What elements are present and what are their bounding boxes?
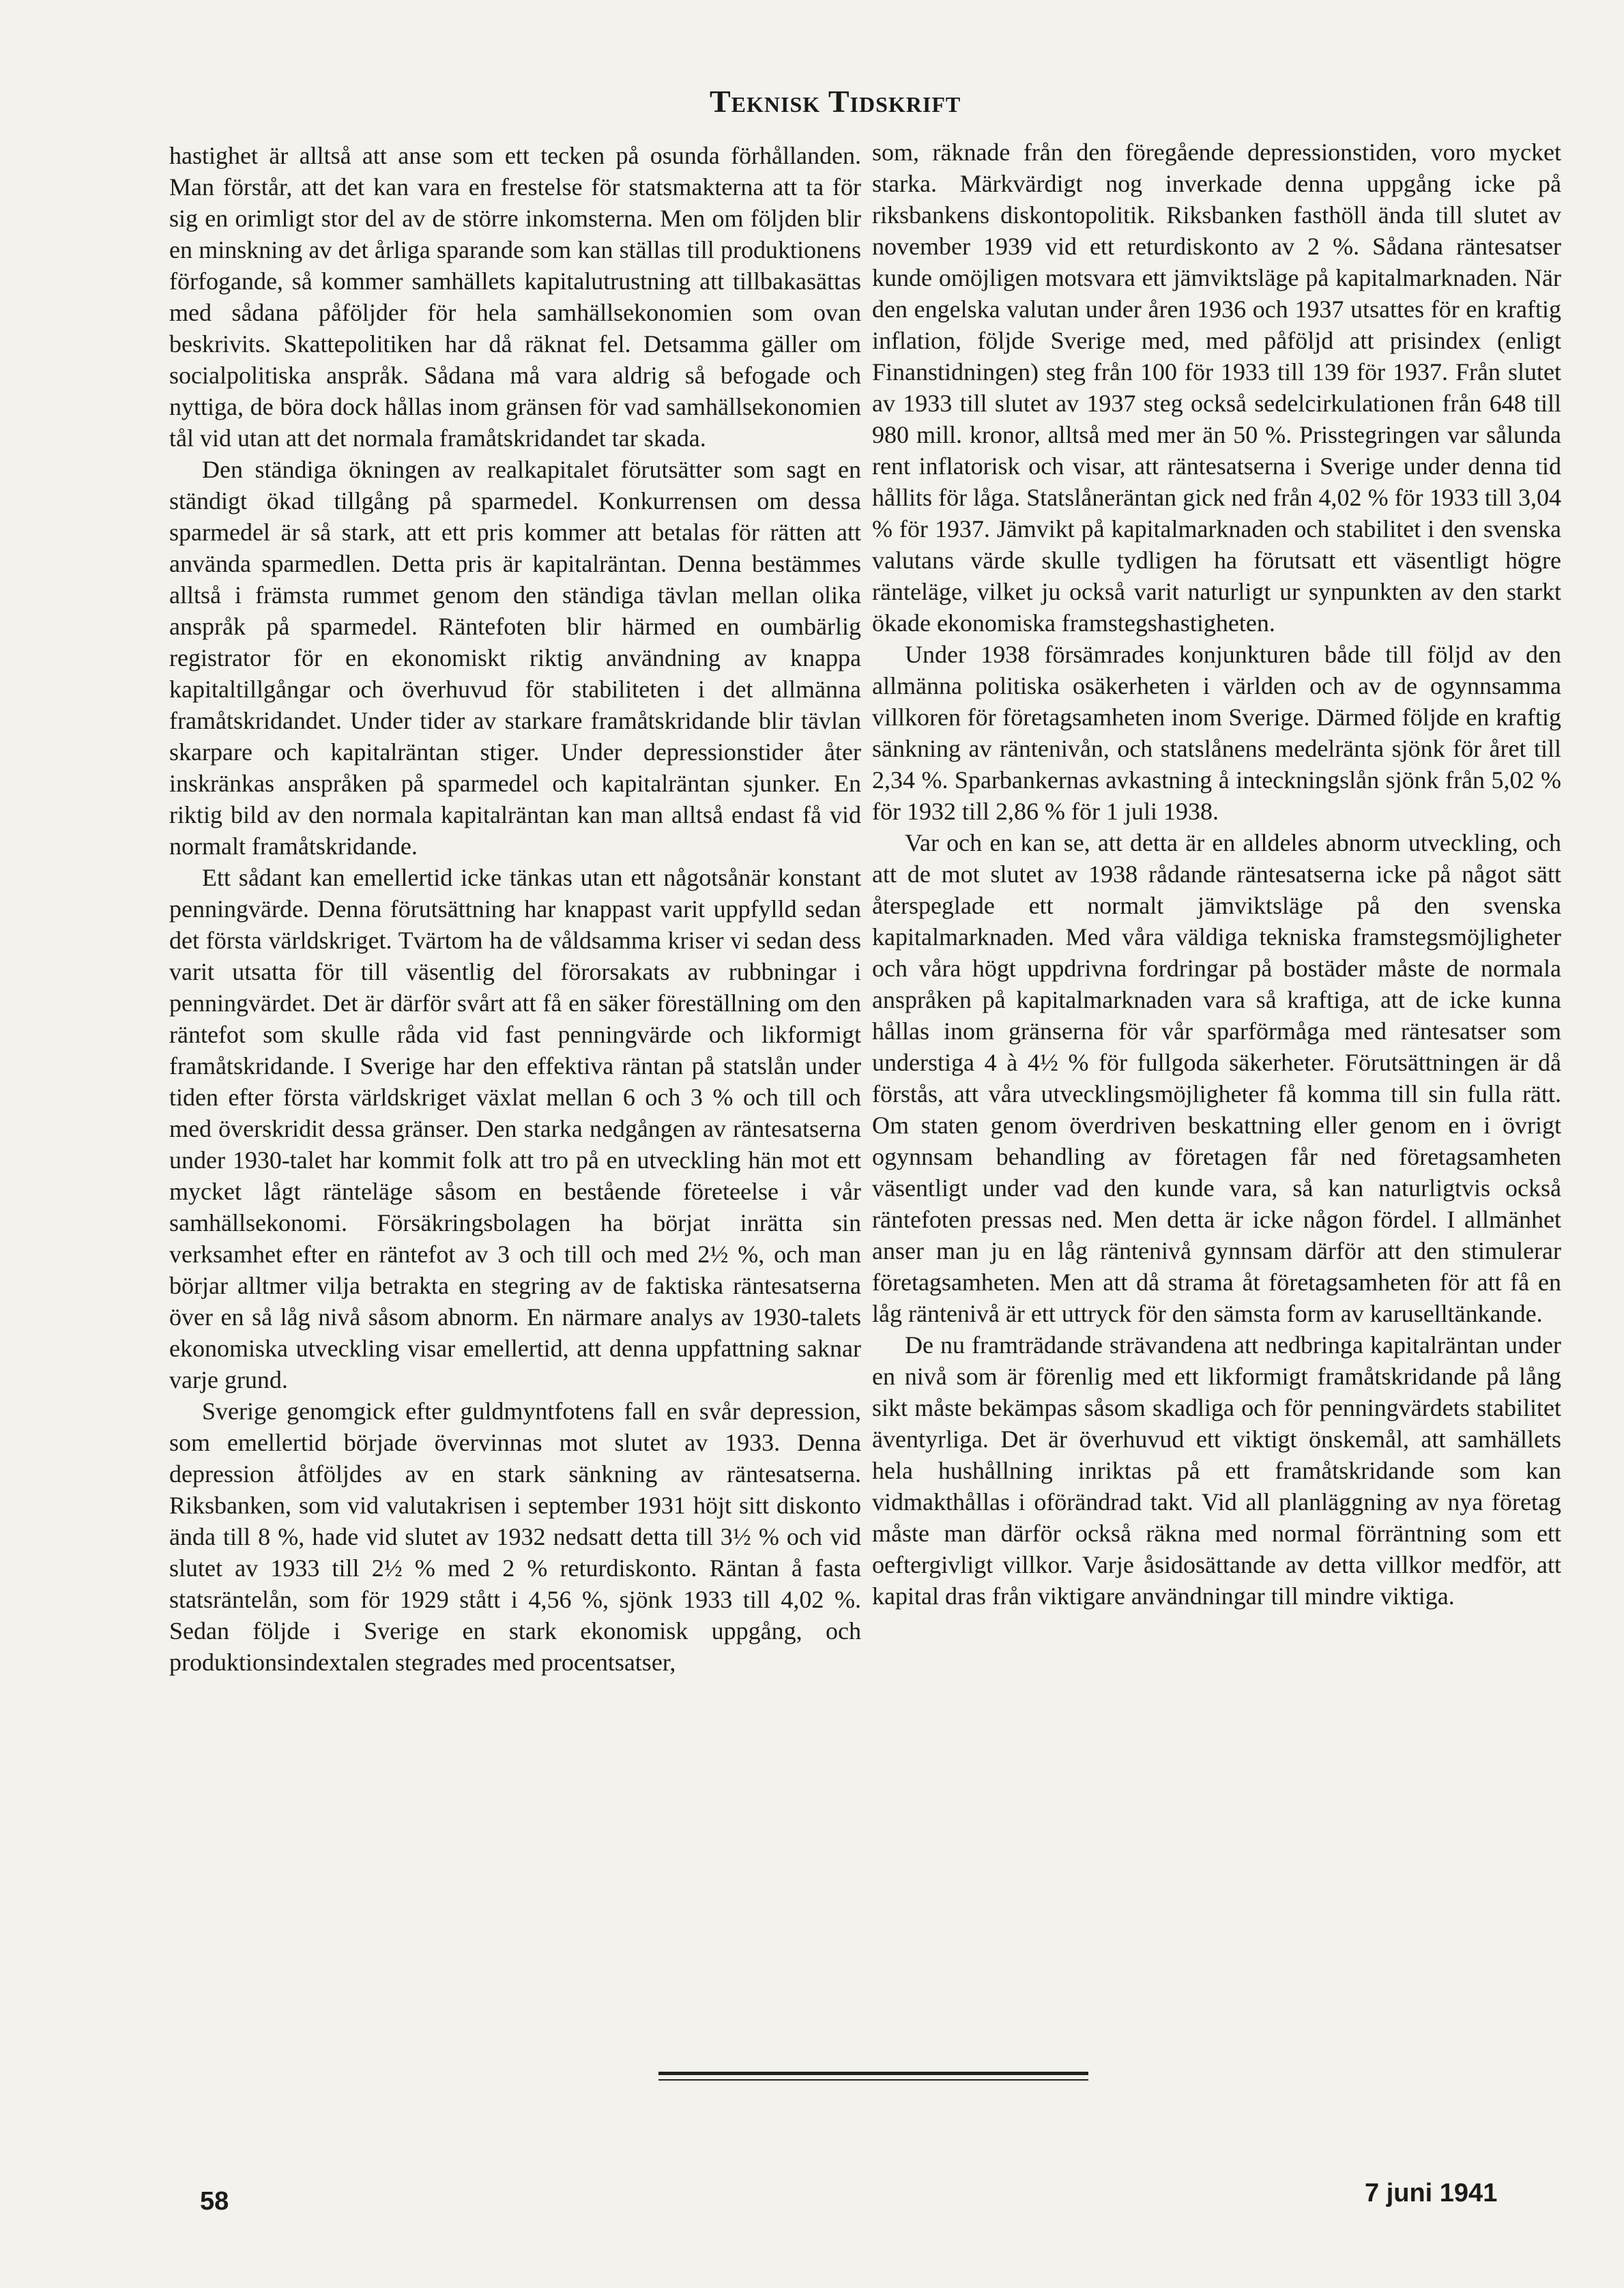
right-column [872,136,1561,1612]
paragraph: De nu framträdande strävandena att nedbringa kapitalräntan under en nivå som är förenlig med ett likformigt framåtskridande på lång sikt måste bekämpas såsom skadliga och för penningvärdets stabilitet äventyrliga. Det är överhuvud ett viktigt önskemål, att samhällets hela hushållning inriktas på ett framåtskridande som kan vidmakthållas i oförändrad takt. Vid all planläggning av nya företag måste man därför också räkna med normal förräntning som ett oeftergivligt villkor. Varje åsidosättande av detta villkor medför, att kapital dras från viktigare användningar till mindre viktiga. [872,1331,1561,1610]
masthead-title: Teknisk Tidskrift [710,84,961,119]
paragraph: Den ständiga ökningen av realkapitalet förutsätter som sagt en ständigt ökad tillgång på sparmedel. Konkurrensen om dessa sparmedel är så stark, att ett pris kommer att betalas för rätten att använda sparmedlen. Detta pris är kapitalräntan. Denna bestämmes alltså i främsta rummet genom den ständiga tävlan mellan olika anspråk på sparmedel. Räntefoten blir härmed en oumbärlig registrator för en ekonomiskt riktig användning av knappa kapitaltillgångar och överhuvud för stabiliteten i det allmänna framåtskridandet. Under tider av starkare framåtskridande blir tävlan skarpare och kapitalräntan stiger. Under depressionstider åter inskränkas anspråken på sparmedel och kapitalräntan sjunker. En riktig bild av den normala kapitalräntan kan man alltså endast få vid normalt framåtskridande. [169,456,861,860]
paragraph: som, räknade från den föregående depressionstiden, voro mycket starka. Märkvärdigt nog inverkade denna uppgång icke på riksbankens diskontopolitik. Riksbanken fasthöll ända till slutet av november 1939 vid ett returdiskonto av 2 %. Sådana räntesatser kunde omöjligen motsvara ett jämviktsläge på kapitalmarknaden. När den engelska valutan under åren 1936 och 1937 utsattes för en kraftig inflation, följde Sverige med, med påföljd att prisindex (enligt Finanstidningen) steg från 100 för 1933 till 139 för 1937. Från slutet av 1933 till slutet av 1937 steg också sedelcirkulationen från 648 till 980 mill. kronor, alltså med mer än 50 %. Prisstegringen var sålunda rent inflatorisk och visar, att räntesatserna i Sverige under denna tid hållits för låga. Statslåneräntan gick ned från 4,02 % för 1933 till 3,04 % för 1937. Jämvikt på kapitalmarknaden och stabilitet i den svenska valutans värde skulle tydligen ha förutsatt ett väsentligt högre ränteläge, vilket ju också varit naturligt ur synpunkten av den starkt ökade ekonomiska framstegshastigheten. [872,139,1561,637]
paragraph: Var och en kan se, att detta är en alldeles abnorm utveckling, och att de mot slutet av 1938 rådande räntesatserna icke på något sätt återspeglade ett normalt jämviktsläge på den svenska kapitalmarknaden. Med våra väldiga tekniska framstegsmöjligheter och våra högt uppdrivna fordringar på bostäder måste de normala anspråken på kapitalmarknaden vara så kraftiga, att de icke kunna hållas inom gränserna för vår sparförmåga med räntesatser som understiga 4 à 4½ % för fullgoda säkerheter. Förutsättningen är då förstås, att våra utvecklingsmöjligheter få komma till sin fulla rätt. Om staten genom överdriven beskattning eller genom en i övrigt ogynnsam behandling av företagen får ned företagsamheten väsentligt under vad den kunde vara, så kan naturligtvis också räntefoten pressas ned. Men detta är icke någon fördel. I allmänhet anser man ju en låg räntenivå gynnsam därför att den stimulerar företagsamheten. Men att då strama åt företagsamheten för att få en låg räntenivå är ett uttryck för den sämsta form av karuselltänkande. [872,829,1561,1327]
paragraph: Sverige genomgick efter guldmyntfotens fall en svår depression, som emellertid började övervinnas mot slutet av 1933. Denna depression åtföljdes av en stark sänkning av räntesatserna. Riksbanken, som vid valutakrisen i september 1931 höjt sitt diskonto ända till 8 %, hade vid slutet av 1932 nedsatt detta till 3½ % och vid slutet av 1933 till 2½ % med 2 % returdiskonto. Räntan å fasta statsräntelån, som för 1929 stått i 4,56 %, sjönk 1933 till 4,02 %. Sedan följde i Sverige en stark ekonomisk uppgång, och produktionsindextalen stegrades med procentsatser, [169,1398,861,1676]
page-number: 58 [200,2187,229,2216]
paragraph: hastighet är alltså att anse som ett tecken på osunda förhållanden. Man förstår, att det kan vara en frestelse för statsmakterna att ta för sig en orimligt stor del av de större inkomsterna. Men om följden blir en minskning av det årliga sparande som kan ställas till produktionens förfogande, så kommer samhällets kapitalutrustning att tillbakasättas med sådana påföljder för hela samhällsekonomien som ovan beskrivits. Skattepolitiken har då räknat fel. Detsamma gäller om socialpolitiska anspråk. Sådana må vara aldrig så befogade och nyttiga, de böra dock hållas inom gränsen för vad samhällsekonomien tål vid utan att det normala framåtskridandet tar skada. [169,142,861,452]
left-column [169,140,861,1678]
paragraph: Under 1938 försämrades konjunkturen både till följd av den allmänna politiska osäkerheten i världen och av de ogynnsamma villkoren för företagsamheten inom Sverige. Därmed följde en kraftig sänkning av räntenivån, och statslånens medelränta sjönk för året till 2,34 %. Sparbankernas avkastning å inteckningslån sjönk från 5,02 % för 1932 till 2,86 % för 1 juli 1938. [872,641,1561,825]
issue-date: 7 juni 1941 [1365,2179,1498,2207]
end-rule [658,2072,1088,2081]
paragraph: Ett sådant kan emellertid icke tänkas utan ett någotsånär konstant penningvärde. Denna förutsättning har knappast varit uppfylld sedan det första världskriget. Tvärtom ha de våldsamma kriser vi sedan dess varit utsatta för till väsentlig del förorsakats av rubbningar i penningvärdet. Det är därför svårt att få en säker föreställning om den räntefot som skulle råda vid fast penningvärde och likformigt framåtskridande. I Sverige har den effektiva räntan på statslån under tiden efter första världskriget växlat mellan 6 och 3 % och till och med överskridit dessa gränser. Den starka nedgången av räntesatserna under 1930-talet har kommit folk att tro på en utveckling hän mot ett mycket lågt ränteläge såsom en bestående företeelse i vår samhällsekonomi. Försäkringsbolagen ha börjat inrätta sin verksamhet efter en räntefot av 3 och till och med 2½ %, och man börjar alltmer vilja betrakta en stegring av de faktiska räntesatserna över en så låg nivå såsom abnorm. En närmare analys av 1930-talets ekonomiska utveckling visar emellertid, att denna uppfattning saknar varje grund. [169,864,861,1393]
